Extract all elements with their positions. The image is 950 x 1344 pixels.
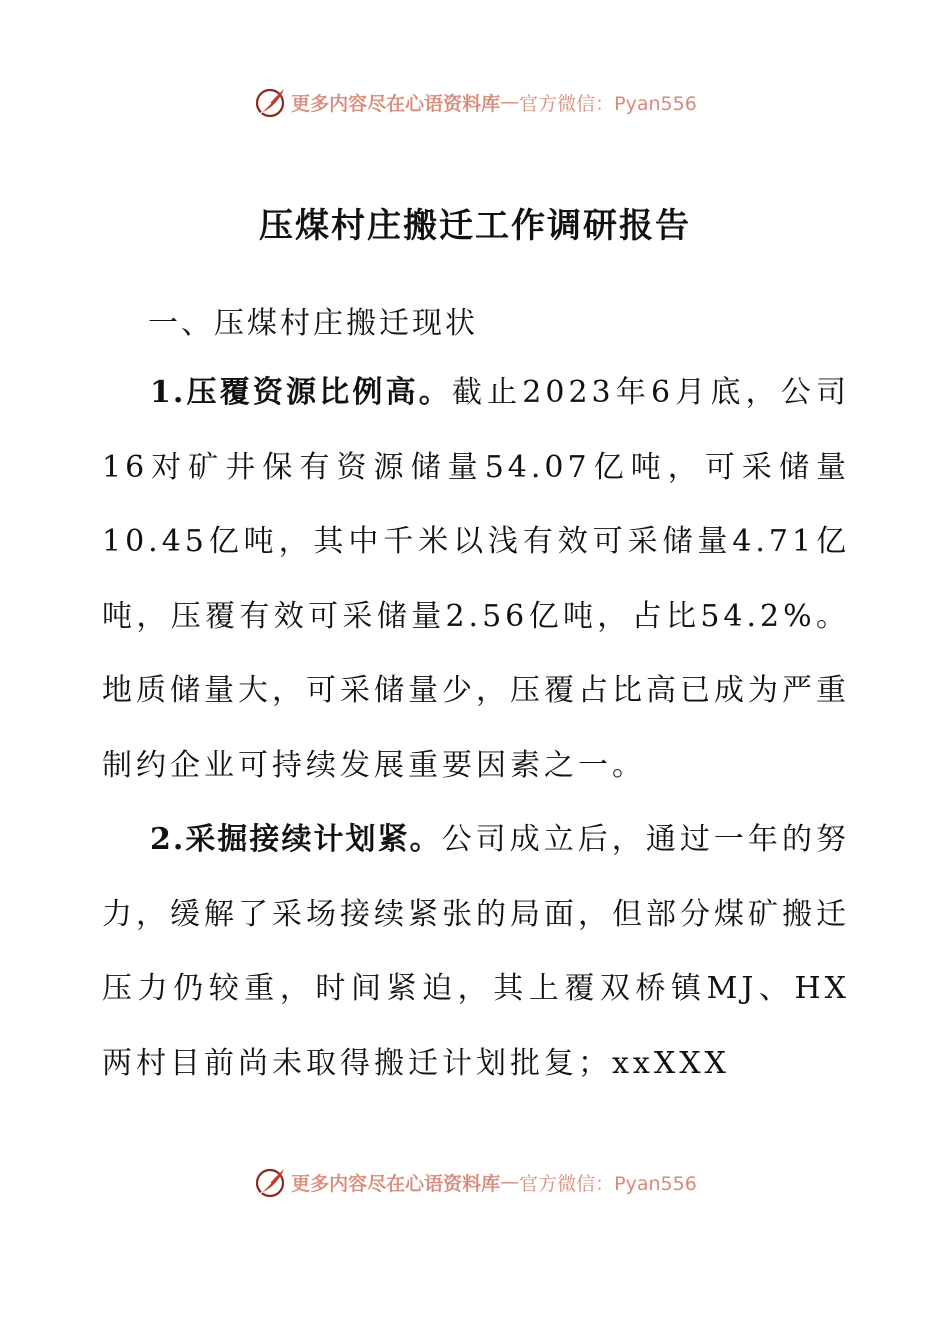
document-title: 压煤村庄搬迁工作调研报告 — [259, 206, 691, 246]
banner-separator: — — [500, 91, 520, 113]
banner-text: 更多内容尽在心语资料库 — [291, 92, 501, 115]
section-heading: 一、压煤村庄搬迁现状 — [148, 306, 478, 341]
header-banner — [0, 82, 950, 122]
document-body — [102, 356, 850, 1101]
paragraph-text: 截止2023年6月底，公司16对矿井保有资源储量54.07亿吨，可采储量10.45亿吨，其中千米以浅有效可采储量4.71亿吨，压覆有效可采储量2.56亿吨，占比54.2%。地质储量大，可采储量少，压覆占比高已成为严重制约企业可持续发展重要因素之一。 — [102, 375, 850, 783]
paragraph — [102, 356, 850, 803]
banner-text: 更多内容尽在心语资料库 — [291, 1172, 501, 1195]
footer-banner — [0, 1162, 950, 1202]
banner-separator: — — [500, 1171, 520, 1193]
paragraph — [102, 803, 850, 1101]
quill-logo-icon — [253, 1165, 287, 1199]
paragraph-lead: 1.压覆资源比例高。 — [150, 375, 452, 410]
paragraph-lead: 2.采掘接续计划紧。 — [150, 822, 442, 857]
quill-logo-icon — [253, 85, 287, 119]
banner-wechat: 官方微信：Pyan556 — [519, 92, 697, 115]
banner-wechat: 官方微信：Pyan556 — [519, 1172, 697, 1195]
paragraph-text: 公司成立后，通过一年的努力，缓解了采场接续紧张的局面，但部分煤矿搬迁压力仍较重，时间紧迫，其上覆双桥镇MJ、HX两村目前尚未取得搬迁计划批复；xxXXX — [102, 822, 850, 1081]
